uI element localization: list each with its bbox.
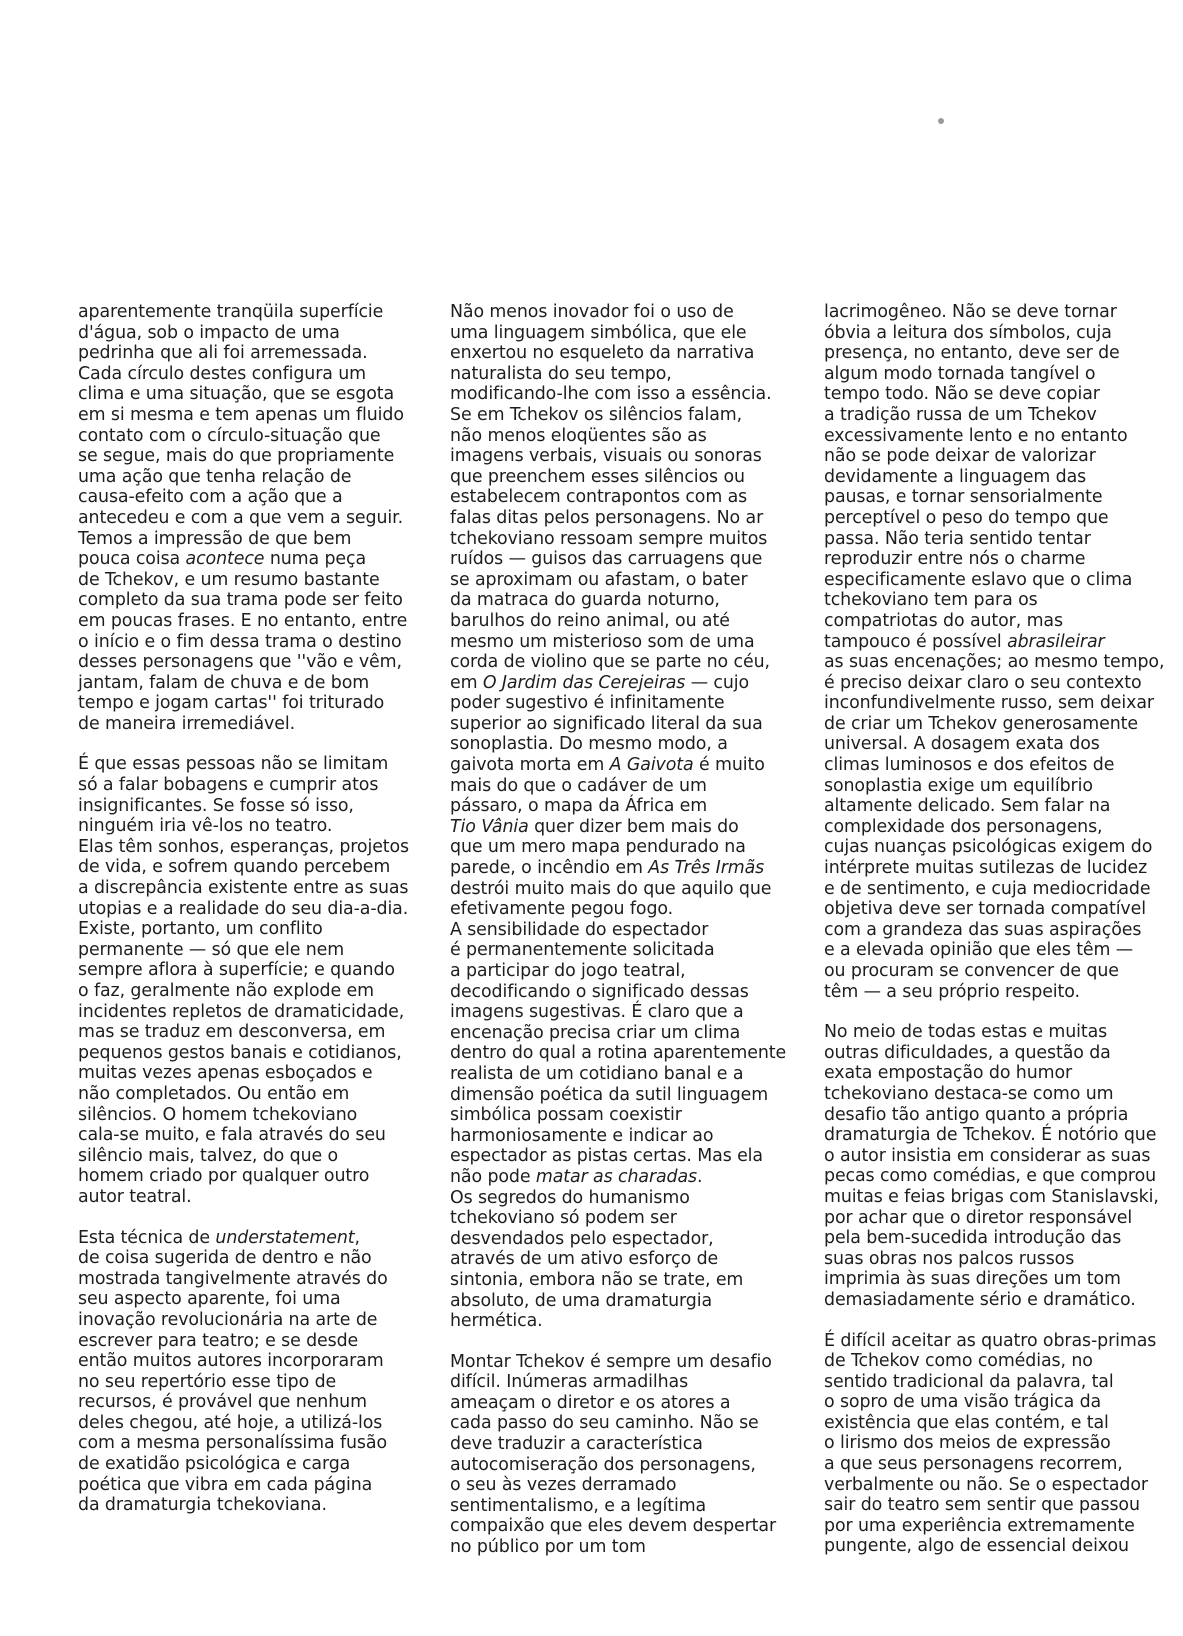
text-line: sonoplastia. Do mesmo modo, a (450, 734, 728, 755)
text-line: deles chegou, até hoje, a utilizá-los (78, 1412, 383, 1433)
text-line: que um mero mapa pendurado na (450, 837, 746, 858)
text-line: falas ditas pelos personagens. No ar (450, 507, 764, 528)
text-line: a que seus personagens recorrem, (824, 1454, 1123, 1475)
text-line: ninguém iria vê-los no teatro. (78, 816, 333, 837)
text-line: em poucas frases. E no entanto, entre (78, 610, 408, 631)
text-line: sempre aflora à superfície; e quando (78, 960, 395, 981)
text-line: especificamente eslavo que o clima (824, 569, 1133, 590)
text-line: e de sentimento, e cuja mediocridade (824, 878, 1151, 899)
text-line: utopias e a realidade do seu dia-a-dia. (78, 898, 409, 919)
text-line: enxertou no esqueleto da narrativa (450, 343, 755, 364)
text-line: mostrada tangivelmente através do (78, 1268, 388, 1289)
text-line: então muitos autores incorporaram (78, 1351, 384, 1372)
text-line: desvendados pelo espectador, (450, 1228, 714, 1249)
text-line: autor teatral. (78, 1186, 192, 1207)
text-line: permanente — só que ele nem (78, 939, 345, 960)
text-line: objetiva deve ser tornada compatível (824, 899, 1146, 920)
text-segment: em (450, 672, 483, 693)
text-line (824, 632, 1164, 653)
text-segment: não pode (450, 1166, 536, 1187)
text-line: pecas como comédias, e que comprou (824, 1166, 1157, 1187)
text-line: uma ação que tenha relação de (78, 466, 352, 487)
text-line: pela bem-sucedida introdução das (824, 1228, 1122, 1249)
text-line: antecedeu e com a que vem a seguir. (78, 507, 403, 528)
text-line: Os segredos do humanismo (450, 1187, 690, 1208)
text-line: tempo e jogam cartas'' foi triturado (78, 693, 385, 714)
text-line: a participar do jogo teatral, (450, 961, 686, 981)
text-line: dramaturgia de Tchekov. É notório que (824, 1125, 1157, 1146)
text-line: no público por um tom (450, 1537, 646, 1558)
text-line: difícil. Inúmeras armadilhas (450, 1372, 689, 1393)
text-line: outras dificuldades, a questão da (824, 1042, 1111, 1063)
text-line: barulhos do reino animal, ou até (450, 610, 730, 631)
text-line: a discrepância existente entre as suas (78, 878, 409, 899)
text-line: passa. Não teria sentido tentar (824, 528, 1091, 549)
text-line: intérprete muitas sutilezas de lucidez (824, 858, 1148, 879)
text-line: ou procuram se convencer de que (824, 961, 1119, 981)
text-line: suas obras nos palcos russos (824, 1248, 1075, 1269)
text-line: insignificantes. Se fosse só isso, (78, 795, 354, 816)
text-line: não menos eloqüentes são as (450, 425, 707, 446)
text-line: silêncios. O homem tchekoviano (78, 1104, 358, 1125)
text-line: devidamente a linguagem das (824, 466, 1087, 487)
italic-title: O Jardim das Cerejeiras (482, 672, 686, 693)
text-line: homem criado por qualquer outro (78, 1166, 370, 1187)
text-line: efetivamente pegou fogo. (450, 899, 674, 920)
text-line: da dramaturgia tchekoviana. (78, 1495, 327, 1516)
text-line: o lirismo dos meios de expressão (824, 1433, 1111, 1454)
text-line: mais do que o cadáver de um (450, 775, 707, 796)
text-segment: numa peça (264, 549, 367, 570)
text-line: pássaro, o mapa da África em (450, 796, 708, 817)
text-line: excessivamente lento e no entanto (824, 425, 1128, 446)
text-segment: tampouco é possível (824, 631, 1008, 652)
text-line: encenação precisa criar um clima (450, 1022, 741, 1043)
text-line: contato com o círculo-situação que (78, 425, 381, 446)
text-line: em si mesma e tem apenas um fluido (78, 404, 404, 425)
text-line: tchekoviano tem para os (824, 590, 1038, 611)
text-line: exata empostação do humor (824, 1063, 1073, 1084)
text-line: altamente delicado. Sem falar na (824, 796, 1111, 817)
text-line: se segue, mais do que propriamente (78, 446, 395, 467)
text-line: uma linguagem simbólica, que ele (450, 322, 747, 343)
text-line: harmoniosamente e indicar ao (450, 1125, 714, 1146)
text-line: pausas, e tornar sensorialmente (824, 487, 1103, 508)
text-line: recursos, é provável que nenhum (78, 1392, 367, 1413)
text-line: compaixão que eles devem despertar (450, 1516, 777, 1537)
text-column-2 (450, 302, 790, 1558)
italic-title: A Gaivota (609, 755, 694, 776)
text-line (450, 858, 790, 879)
text-line: climas luminosos e dos efeitos de (824, 755, 1115, 776)
text-column-3 (824, 302, 1164, 1557)
paper-speck (938, 118, 944, 124)
italic-title: Tio Vânia (450, 816, 529, 837)
text-line: seu aspecto aparente, foi uma (78, 1289, 341, 1310)
text-line: compatriotas do autor, mas (824, 610, 1063, 631)
text-line: corda de violino que se parte no céu, (450, 652, 770, 673)
text-line: complexidade dos personagens, (824, 816, 1103, 837)
text-line: não se pode deixar de valorizar (824, 446, 1096, 467)
text-line: o início e o fim dessa trama o destino (78, 631, 402, 652)
text-line: autocomiseração dos personagens, (450, 1454, 756, 1475)
italic-title: abrasileirar (1007, 631, 1105, 652)
text-line: realista de um cotidiano banal e a (450, 1063, 744, 1084)
text-line: é permanentemente solicitada (450, 940, 715, 961)
text-line: muitas vezes apenas esboçados e (78, 1063, 373, 1084)
text-line: Montar Tchekov é sempre um desafio (450, 1351, 772, 1372)
text-line (450, 673, 790, 694)
text-line: desses personagens que ''vão e vêm, (78, 652, 402, 673)
text-line: inovação revolucionária na arte de (78, 1309, 378, 1330)
text-line: A sensibilidade do espectador (450, 919, 709, 940)
italic-title: matar as charadas (535, 1166, 698, 1187)
text-line: de Tchekov, e um resumo bastante (78, 569, 380, 590)
text-line: Não menos inovador foi o uso de (450, 302, 734, 322)
text-line: aparentemente tranqüila superfície (78, 302, 384, 322)
text-line: clima e uma situação, que se esgota (78, 384, 395, 405)
text-line: o faz, geralmente não explode em (78, 981, 374, 1001)
text-line: através de um ativo esforço de (450, 1249, 719, 1270)
text-line: Temos a impressão de que bem (78, 528, 352, 549)
text-line: pedrinha que ali foi arremessada. (78, 343, 368, 364)
text-line: o sopro de uma visão trágica da (824, 1392, 1102, 1413)
text-line: pungente, algo de essencial deixou (824, 1536, 1129, 1557)
text-line: Elas têm sonhos, esperanças, projetos (78, 836, 410, 857)
text-line: imagens sugestivas. É claro que a (450, 1002, 744, 1023)
text-line: as suas encenações; ao mesmo tempo, (824, 652, 1165, 673)
text-line: é preciso deixar claro o seu contexto (824, 672, 1142, 693)
text-line: e a elevada opinião que eles têm — (824, 940, 1134, 961)
text-segment: é muito (693, 755, 765, 776)
text-line: escrever para teatro; e se desde (78, 1330, 359, 1351)
text-line: algum modo tornada tangível o (824, 363, 1096, 384)
text-line: imagens verbais, visuais ou sonoras (450, 446, 762, 467)
text-line: ameaçam o diretor e os atores a (450, 1392, 731, 1413)
text-line: deve traduzir a característica (450, 1434, 703, 1455)
text-line: que preenchem esses silêncios ou (450, 466, 745, 487)
text-line: Cada círculo destes configura um (78, 363, 367, 384)
text-line: Se em Tchekov os silêncios falam, (450, 404, 743, 425)
text-line: É difícil aceitar as quatro obras-primas (824, 1330, 1157, 1351)
text-segment: , (354, 1227, 360, 1248)
text-line: cala-se muito, e fala através do seu (78, 1125, 386, 1146)
text-line: destrói muito mais do que aquilo que (450, 878, 772, 899)
text-line: superior ao significado literal da sua (450, 713, 763, 734)
text-line: causa-efeito com a ação que a (78, 487, 343, 508)
text-line: mesmo um misterioso som de uma (450, 631, 755, 652)
text-line: sonoplastia exige um equilíbrio (824, 775, 1093, 796)
text-line: universal. A dosagem exata dos (824, 734, 1100, 755)
text-line: modificando-lhe com isso a essência. (450, 384, 772, 405)
text-line: sair do teatro sem sentir que passou (824, 1495, 1140, 1516)
text-column-1 (78, 302, 418, 1516)
text-line: mas se traduz em desconversa, em (78, 1022, 386, 1043)
text-segment: gaivota morta em (450, 755, 610, 776)
text-line: existência que elas contém, e tal (824, 1412, 1109, 1433)
text-segment: quer dizer bem mais do (528, 816, 739, 837)
text-line: de vida, e sofrem quando percebem (78, 857, 391, 878)
text-line: inconfundivelmente russo, sem deixar (824, 693, 1154, 714)
text-line: reproduzir entre nós o charme (824, 549, 1086, 570)
text-line (78, 549, 418, 570)
text-line: dentro do qual a rotina aparentemente (450, 1043, 787, 1064)
text-line: demasiadamente sério e dramático. (824, 1289, 1136, 1310)
text-segment: parede, o incêndio em (450, 858, 649, 879)
text-line (78, 1228, 418, 1249)
italic-title: acontece (185, 549, 265, 570)
text-line: incidentes repletos de dramaticidade, (78, 1001, 405, 1022)
text-line: poder sugestivo é infinitamente (450, 693, 725, 714)
text-line: verbalmente ou não. Se o espectador (824, 1474, 1148, 1495)
text-line: perceptível o peso do tempo que (824, 507, 1109, 528)
text-line: d'água, sob o impacto de uma (78, 322, 340, 343)
text-line: tchekoviano só podem ser (450, 1208, 677, 1229)
text-line: de exatidão psicológica e carga (78, 1454, 351, 1475)
text-line: lacrimogêneo. Não se deve tornar (824, 302, 1117, 322)
text-line: da matraca do guarda noturno, (450, 590, 720, 611)
text-line: decodificando o significado dessas (450, 981, 749, 1002)
text-line: o seu às vezes derramado (450, 1475, 677, 1496)
text-line: se aproximam ou afastam, o bater (450, 569, 748, 590)
text-segment: . (697, 1166, 703, 1187)
text-line (450, 755, 790, 776)
text-line: o autor insistia em considerar as suas (824, 1145, 1151, 1166)
text-segment: Esta técnica de (78, 1227, 216, 1248)
text-line: de coisa sugerida de dentro e não (78, 1248, 372, 1269)
text-line: dimensão poética da sutil linguagem (450, 1084, 769, 1105)
text-segment: pouca coisa (78, 549, 186, 570)
text-line: silêncio mais, talvez, do que o (78, 1145, 339, 1166)
text-line: hermética. (450, 1311, 543, 1332)
text-line: a tradição russa de um Tchekov (824, 404, 1097, 425)
text-line: com a grandeza das suas aspirações (824, 919, 1142, 940)
text-line: presença, no entanto, deve ser de (824, 343, 1120, 364)
text-line: imprimia às suas direções um tom (824, 1269, 1121, 1290)
text-line: tempo todo. Não se deve copiar (824, 384, 1100, 405)
text-line: É que essas pessoas não se limitam (78, 754, 389, 775)
text-line: sentimentalismo, e a legítima (450, 1495, 707, 1516)
text-line: de maneira irremediável. (78, 713, 296, 734)
text-line: cada passo do seu caminho. Não se (450, 1413, 759, 1434)
text-line: sintonia, embora não se trate, em (450, 1269, 744, 1290)
text-line: cujas nuanças psicológicas exigem do (824, 837, 1153, 858)
text-line: tchekoviano destaca-se como um (824, 1083, 1114, 1104)
text-line: só a falar bobagens e cumprir atos (78, 775, 379, 796)
text-line: não completados. Ou então em (78, 1083, 350, 1104)
text-line: tchekoviano ressoam sempre muitos (450, 528, 768, 549)
text-line (450, 817, 790, 838)
text-line: de criar um Tchekov generosamente (824, 713, 1138, 734)
text-line: poética que vibra em cada página (78, 1474, 373, 1495)
text-line: óbvia a leitura dos símbolos, cuja (824, 322, 1112, 343)
text-line (450, 1167, 790, 1188)
text-line: espectador as pistas certas. Mas ela (450, 1146, 763, 1167)
text-line: pequenos gestos banais e cotidianos, (78, 1042, 402, 1063)
text-line: por achar que o diretor responsável (824, 1207, 1133, 1228)
text-line: desafio tão antigo quanto a própria (824, 1104, 1129, 1125)
text-line: estabelecem contrapontos com as (450, 487, 748, 508)
text-line: ruídos — guisos das carruagens que (450, 549, 763, 570)
text-line: de Tchekov como comédias, no (824, 1351, 1093, 1372)
text-line: naturalista do seu tempo, (450, 363, 672, 384)
italic-title: understatement (215, 1227, 355, 1248)
text-line: jantam, falam de chuva e de bom (78, 672, 370, 693)
text-line: muitas e feias brigas com Stanislavski, (824, 1186, 1159, 1207)
text-line: No meio de todas estas e muitas (824, 1022, 1108, 1043)
text-line: completo da sua trama pode ser feito (78, 590, 403, 611)
text-line: absoluto, de uma dramaturgia (450, 1290, 713, 1311)
text-line: simbólica possam coexistir (450, 1105, 682, 1126)
text-line: com a mesma personalíssima fusão (78, 1433, 387, 1454)
text-segment: — cujo (685, 672, 750, 693)
text-line: Existe, portanto, um conflito (78, 919, 323, 940)
text-line: têm — a seu próprio respeito. (824, 981, 1080, 1002)
text-line: sentido tradicional da palavra, tal (824, 1371, 1114, 1392)
text-line: no seu repertório esse tipo de (78, 1371, 337, 1392)
text-line: por uma experiência extremamente (824, 1515, 1135, 1536)
italic-title: As Três Irmãs (648, 858, 765, 879)
